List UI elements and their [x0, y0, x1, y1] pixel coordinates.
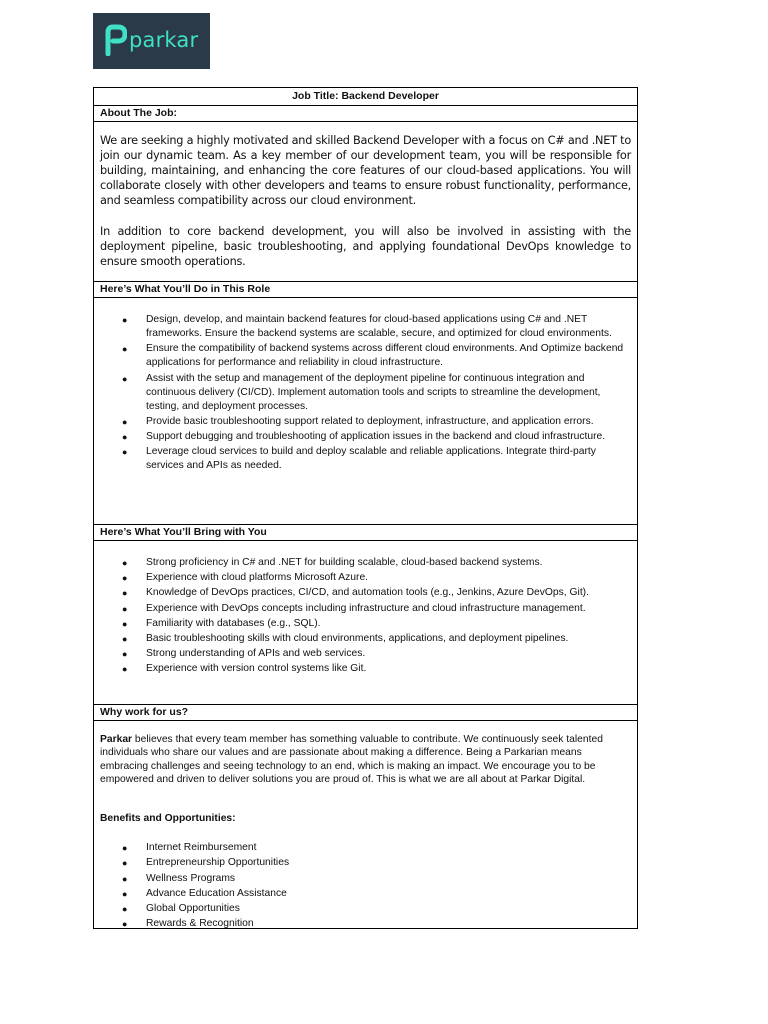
role-section [94, 297, 637, 524]
role-list-item [94, 313, 637, 341]
role-list-item [94, 445, 637, 473]
logo-wordmark: parkar [129, 28, 199, 52]
bullet-icon: ● [122, 573, 128, 584]
benefit-list-item [94, 856, 637, 870]
bring-list-item-text: Basic troubleshooting skills with cloud environments, applications, and deployment pipelines. [146, 632, 569, 644]
benefit-list-item-text: Internet Reimbursement [146, 842, 257, 853]
role-list-item-text: Provide basic troubleshooting support related to deployment, infrastructure, and application errors. [146, 415, 594, 427]
why-text: believes that every team member has something valuable to contribute. We continuously seek talented individuals who share our values and are passionate about making a difference. Being a Parkarian means embracing challenges and seeing technology to an end, which is making an impact. We encourage you to be empowered and driven to deliver solutions you are proud of. This is what we are all about at Parkar Digital. [100, 734, 603, 786]
bring-list-item [94, 617, 637, 631]
bring-list [94, 556, 637, 678]
bring-list-item-text: Knowledge of DevOps practices, CI/CD, and automation tools (e.g., Jenkins, Azure DevOps, Git). [146, 587, 589, 599]
job-description-table [93, 87, 638, 929]
benefit-list-item [94, 841, 637, 855]
parkar-logo-icon [105, 24, 127, 56]
bring-list-item [94, 556, 637, 570]
role-list-item-text: Design, develop, and maintain backend features for cloud-based applications using C# and .NET frameworks. Ensure the backend systems are scalable, secure, and optimized for cloud environments. [146, 314, 612, 339]
bullet-icon: ● [122, 664, 128, 675]
bring-list-item [94, 632, 637, 646]
about-heading: About The Job: [94, 105, 637, 121]
benefits-list [94, 841, 637, 933]
bullet-icon: ● [122, 888, 128, 899]
role-list-item-text: Leverage cloud services to build and deploy scalable and reliable applications. Integrate third-party services and APIs as needed. [146, 446, 596, 472]
bring-list-item-text: Experience with cloud platforms Microsoft Azure. [146, 572, 369, 584]
bullet-icon: ● [122, 588, 128, 599]
benefit-list-item [94, 917, 637, 931]
bullet-icon: ● [122, 618, 128, 629]
benefits-heading: Benefits and Opportunities: [100, 813, 236, 824]
benefit-list-item [94, 872, 637, 886]
benefit-list-item-text: Rewards & Recognition [146, 918, 254, 930]
role-list-item [94, 372, 637, 414]
role-list-item [94, 342, 637, 370]
role-list-item-text: Assist with the setup and management of the deployment pipeline for continuous integration and continuous delivery (CI/CD). Implement automation tools and scripts to streamline the development, testing, and deployment processes. [146, 372, 601, 412]
bullet-icon: ● [122, 603, 128, 614]
role-list-item [94, 415, 637, 429]
benefit-list-item-text: Wellness Programs [146, 872, 236, 884]
why-heading: Why work for us? [94, 704, 637, 720]
benefit-list-item-text: Advance Education Assistance [146, 887, 287, 899]
about-paragraph-2: In addition to core backend development, you will also be involved in assisting with the deployment pipeline, basic troubleshooting, and applying foundational DevOps knowledge to ensure smooth operations. [100, 225, 631, 268]
bring-list-item [94, 571, 637, 585]
bring-list-item-text: Experience with version control systems like Git. [146, 663, 367, 675]
bullet-icon: ● [122, 649, 128, 660]
role-heading: Here’s What You’ll Do in This Role [94, 281, 637, 297]
role-list-item-text: Support debugging and troubleshooting of application issues in the backend and cloud infrastructure. [146, 431, 606, 443]
about-section [94, 121, 637, 281]
bullet-icon: ● [122, 633, 128, 644]
bring-list-item-text: Strong understanding of APIs and web services. [146, 648, 366, 660]
benefit-list-item [94, 887, 637, 901]
company-name: Parkar [100, 734, 133, 745]
bring-list-item [94, 602, 637, 616]
bullet-icon: ● [122, 904, 128, 915]
bullet-icon: ● [122, 432, 128, 443]
bring-list-item-text: Experience with DevOps concepts including infrastructure and cloud infrastructure management. [146, 602, 586, 614]
benefit-list-item-text: Entrepreneurship Opportunities [146, 857, 290, 869]
why-paragraph [100, 733, 615, 787]
why-section [94, 720, 637, 928]
job-title: Job Title: Backend Developer [292, 90, 439, 102]
benefit-list-item-text: Global Opportunities [146, 903, 240, 915]
bullet-icon: ● [122, 558, 128, 568]
bullet-icon: ● [122, 919, 128, 930]
bring-list-item-text: Strong proficiency in C# and .NET for building scalable, cloud-based backend systems. [146, 557, 543, 568]
bring-list-item [94, 662, 637, 676]
bullet-icon: ● [122, 373, 128, 384]
benefit-list-item [94, 902, 637, 916]
bullet-icon: ● [122, 873, 128, 884]
bring-section [94, 540, 637, 704]
bullet-icon: ● [122, 416, 128, 427]
company-logo [93, 13, 210, 69]
role-list-item-text: Ensure the compatibility of backend systems across different cloud environments. And Optimize backend applications for performance and reliability in cloud infrastructure. [146, 343, 624, 369]
bullet-icon: ● [122, 843, 128, 853]
bullet-icon: ● [122, 344, 128, 355]
bring-list-item [94, 586, 637, 600]
about-paragraph-1: We are seeking a highly motivated and skilled Backend Developer with a focus on C# and .NET to join our dynamic team. As a key member of our development team, you will be responsible for building, maintaining, and enhancing the core features of our cloud-based applications. You will collaborate closely with other developers and teams to ensure robust functionality, performance, and seamless compatibility across our cloud environment. [100, 134, 631, 207]
role-list-item [94, 430, 637, 444]
bring-list-item [94, 647, 637, 661]
bring-heading: Here’s What You’ll Bring with You [94, 524, 637, 540]
bullet-icon: ● [122, 858, 128, 869]
bring-list-item-text: Familiarity with databases (e.g., SQL). [146, 617, 321, 629]
bullet-icon: ● [122, 447, 128, 458]
bullet-icon: ● [122, 315, 128, 325]
role-list [94, 313, 637, 475]
